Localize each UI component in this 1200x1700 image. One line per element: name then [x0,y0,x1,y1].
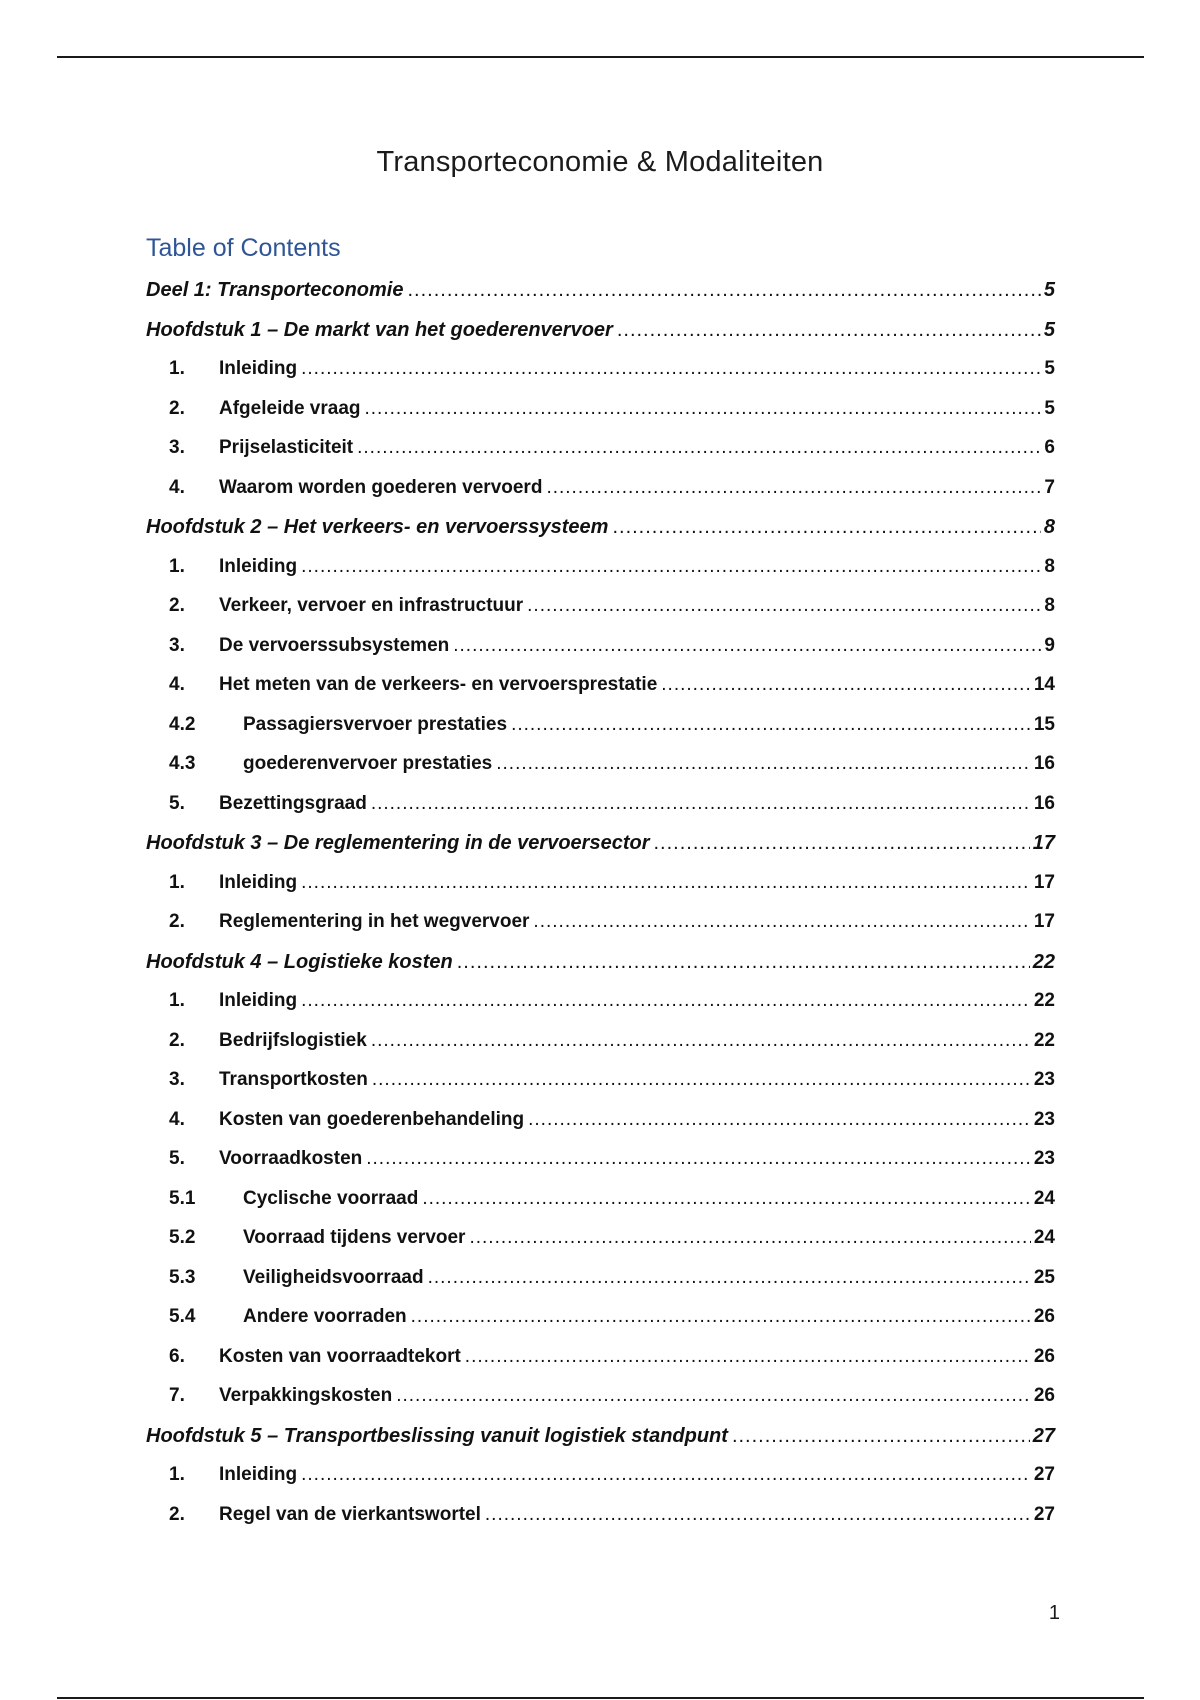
toc-entry-label: Inleiding [219,555,298,577]
toc-section-link[interactable] [146,437,1055,477]
toc-section-link[interactable] [146,398,1055,438]
toc-entry-page: 25 [1033,1266,1055,1288]
toc-entry-number: 2. [169,911,185,932]
toc-dot-leader [371,1030,1031,1052]
toc-section-link[interactable] [146,793,1055,833]
toc-entry-number: 5.2 [169,1227,196,1248]
toc-dot-leader [301,1464,1031,1486]
toc-entry-number: 5.4 [169,1306,196,1327]
toc-entry-label: Het meten van de verkeers- en vervoersprestatie [219,674,658,695]
toc-entry-label: Deel 1: Transporteconomie [146,279,404,301]
toc-dot-leader [301,872,1031,894]
toc-entry-page: 8 [1044,595,1055,616]
toc-entry-label: Verkeer, vervoer en infrastructuur [219,595,524,616]
toc-entry-page: 22 [1033,990,1055,1011]
toc-dot-leader [396,1385,1031,1407]
toc-entry-number: 2. [169,1503,185,1525]
toc-section-link[interactable] [146,1148,1055,1188]
table-of-contents [146,279,1055,1543]
toc-entry-label: Inleiding [219,990,298,1011]
toc-entry-label: Hoofdstuk 1 – De markt van het goederenvervoer [146,318,613,341]
toc-entry-page: 7 [1044,476,1055,498]
page-number: 1 [1048,1602,1060,1624]
toc-entry-label: Inleiding [219,871,298,893]
toc-entry-page: 6 [1044,437,1055,458]
toc-subsection-link[interactable] [146,714,1055,754]
toc-entry-number: 5.1 [169,1187,196,1209]
toc-entry-label: Andere voorraden [243,1306,407,1327]
toc-entry-page: 27 [1032,1424,1055,1447]
toc-entry-label: Reglementering in het wegvervoer [219,911,530,932]
toc-entry-label: Inleiding [219,1464,298,1485]
toc-entry-label: Hoofdstuk 4 – Logistieke kosten [146,950,453,973]
toc-dot-leader [546,477,1041,499]
toc-dot-leader [528,1109,1031,1131]
toc-section-link[interactable] [146,911,1055,951]
toc-entry-page: 5 [1044,397,1055,419]
toc-dot-leader [654,832,1030,855]
toc-dot-leader [357,437,1041,459]
toc-entry-number: 2. [169,397,185,419]
toc-entry-page: 16 [1033,792,1055,814]
toc-entry-number: 2. [169,595,185,616]
toc-heading: Table of Contents [146,234,341,262]
toc-entry-number: 3. [169,634,185,656]
toc-entry-page: 23 [1033,1108,1055,1130]
toc-entry-page: 24 [1033,1227,1055,1248]
toc-entry-page: 14 [1033,674,1055,695]
toc-dot-leader [511,714,1031,736]
toc-entry-label: Inleiding [219,358,298,379]
toc-dot-leader [533,911,1030,933]
toc-section-link[interactable] [146,1069,1055,1109]
toc-entry-number: 1. [169,358,185,379]
footer-rule [57,1697,1144,1699]
toc-section-link[interactable] [146,556,1055,596]
toc-dot-leader [485,1504,1031,1526]
toc-dot-leader [365,398,1042,420]
toc-entry-label: Bedrijfslogistiek [219,1029,367,1051]
toc-entry-page: 23 [1033,1069,1055,1090]
toc-section-link[interactable] [146,990,1055,1030]
toc-entry-number: 3. [169,1069,185,1090]
toc-entry-label: Kosten van voorraadtekort [219,1345,461,1367]
toc-entry-page: 15 [1033,713,1055,735]
toc-dot-leader [453,635,1041,657]
toc-entry-number: 4.3 [169,753,196,774]
toc-entry-label: Transportkosten [219,1069,368,1090]
toc-dot-leader [366,1148,1031,1170]
toc-chapter-link[interactable] [146,279,1055,319]
toc-section-link[interactable] [146,477,1055,517]
toc-section-link[interactable] [146,358,1055,398]
toc-section-link[interactable] [146,635,1055,675]
toc-subsection-link[interactable] [146,1306,1055,1346]
toc-dot-leader [411,1306,1031,1328]
toc-chapter-link[interactable] [146,1425,1055,1465]
toc-entry-page: 17 [1033,871,1055,893]
toc-dot-leader [428,1267,1031,1289]
toc-dot-leader [301,990,1031,1012]
toc-entry-label: Kosten van goederenbehandeling [219,1108,525,1130]
toc-entry-page: 23 [1033,1148,1055,1169]
toc-entry-page: 5 [1043,318,1055,341]
toc-entry-page: 17 [1032,832,1055,854]
toc-dot-leader [527,595,1041,617]
toc-entry-page: 24 [1033,1187,1055,1209]
toc-entry-label: Bezettingsgraad [219,792,367,814]
toc-dot-leader [372,1069,1031,1091]
toc-entry-number: 4. [169,476,185,498]
toc-dot-leader [301,556,1041,578]
toc-entry-number: 5.3 [169,1266,196,1288]
toc-dot-leader [407,279,1040,302]
toc-entry-number: 1. [169,555,185,577]
toc-subsection-link[interactable] [146,753,1055,793]
toc-entry-number: 6. [169,1345,185,1367]
toc-subsection-link[interactable] [146,1267,1055,1307]
toc-entry-number: 1. [169,990,185,1011]
toc-section-link[interactable] [146,674,1055,714]
toc-entry-label: Hoofdstuk 5 – Transportbeslissing vanuit logistiek standpunt [146,1424,728,1447]
toc-entry-page: 26 [1033,1306,1055,1327]
toc-section-link[interactable] [146,595,1055,635]
toc-entry-number: 4.2 [169,713,196,735]
toc-entry-label: Hoofdstuk 2 – Het verkeers- en vervoerssysteem [146,516,609,538]
toc-entry-number: 1. [169,1464,185,1485]
toc-section-link[interactable] [146,1385,1055,1425]
toc-entry-number: 3. [169,437,185,458]
toc-entry-label: Hoofdstuk 3 – De reglementering in de vervoersector [146,832,650,854]
toc-entry-number: 1. [169,871,185,893]
toc-dot-leader [371,793,1031,815]
toc-entry-page: 22 [1032,950,1055,973]
toc-chapter-link[interactable] [146,832,1055,872]
toc-entry-label: Passagiersvervoer prestaties [243,713,508,735]
toc-entry-number: 5. [169,1148,185,1169]
toc-section-link[interactable] [146,1030,1055,1070]
toc-entry-page: 27 [1033,1503,1055,1525]
toc-dot-leader [301,358,1041,380]
toc-entry-page: 26 [1033,1385,1055,1406]
toc-dot-leader [612,516,1040,539]
toc-section-link[interactable] [146,1464,1055,1504]
header-rule [57,56,1144,58]
toc-entry-label: Veiligheidsvoorraad [243,1266,424,1288]
toc-entry-label: goederenvervoer prestaties [243,753,493,774]
toc-entry-page: 16 [1033,753,1055,774]
toc-dot-leader [496,753,1031,775]
toc-entry-page: 8 [1044,555,1055,577]
document-title: Transporteconomie & Modaliteiten [376,146,824,178]
toc-section-link[interactable] [146,872,1055,912]
toc-entry-label: Regel van de vierkantswortel [219,1503,481,1525]
toc-chapter-link[interactable] [146,319,1055,359]
toc-subsection-link[interactable] [146,1188,1055,1228]
toc-entry-page: 27 [1033,1464,1055,1485]
toc-dot-leader [465,1346,1031,1368]
toc-entry-page: 9 [1044,634,1055,656]
toc-entry-label: De vervoerssubsystemen [219,634,450,656]
toc-dot-leader [732,1425,1030,1448]
toc-dot-leader [457,951,1030,974]
toc-entry-page: 22 [1033,1029,1055,1051]
toc-entry-number: 4. [169,1108,185,1130]
toc-entry-label: Voorraadkosten [219,1148,363,1169]
toc-entry-number: 4. [169,674,185,695]
toc-chapter-link[interactable] [146,951,1055,991]
toc-section-link[interactable] [146,1504,1055,1544]
toc-entry-page: 26 [1033,1345,1055,1367]
toc-dot-leader [661,674,1031,696]
toc-entry-page: 8 [1043,516,1055,538]
toc-entry-number: 7. [169,1385,185,1406]
toc-chapter-link[interactable] [146,516,1055,556]
toc-dot-leader [469,1227,1030,1249]
toc-entry-label: Voorraad tijdens vervoer [243,1227,466,1248]
toc-entry-label: Prijselasticiteit [219,437,354,458]
toc-section-link[interactable] [146,1109,1055,1149]
toc-entry-label: Cyclische voorraad [243,1187,419,1209]
toc-entry-label: Verpakkingskosten [219,1385,393,1406]
toc-subsection-link[interactable] [146,1227,1055,1267]
toc-section-link[interactable] [146,1346,1055,1386]
toc-entry-number: 2. [169,1029,185,1051]
toc-entry-page: 5 [1043,279,1055,301]
toc-entry-number: 5. [169,792,185,814]
toc-entry-label: Afgeleide vraag [219,397,361,419]
toc-entry-page: 5 [1044,358,1055,379]
toc-dot-leader [422,1188,1031,1210]
toc-dot-leader [617,319,1041,342]
toc-entry-page: 17 [1033,911,1055,932]
toc-entry-label: Waarom worden goederen vervoerd [219,476,543,498]
